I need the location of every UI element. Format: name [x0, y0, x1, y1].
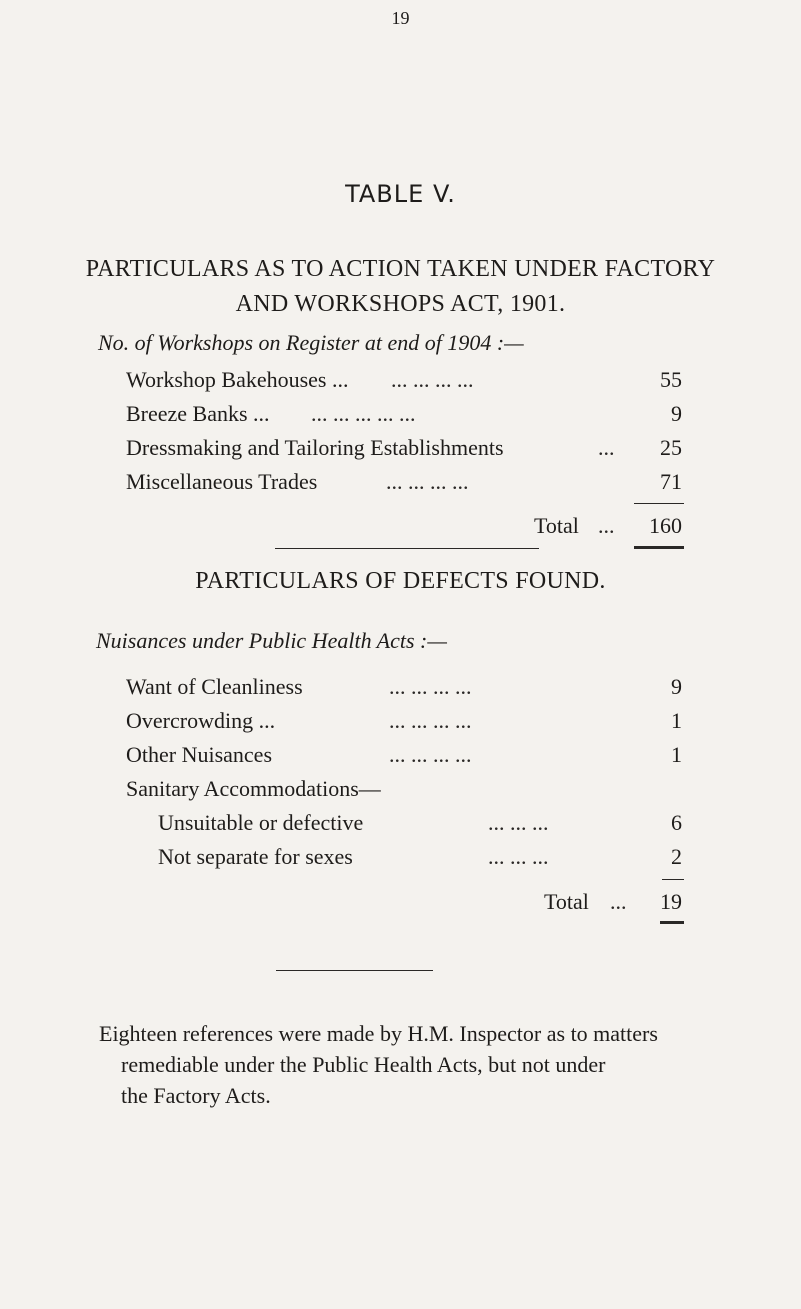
total-label: Total	[544, 889, 589, 914]
total-value: 160	[649, 513, 682, 538]
row-dots: ... ... ... ...	[389, 742, 472, 767]
row-value: 1	[671, 742, 682, 767]
workshop-row	[126, 467, 682, 497]
row-value: 71	[660, 469, 682, 494]
row-label: Unsuitable or defective	[158, 810, 364, 835]
note-line-1: Eighteen references were made by H.M. Inspector as to matters	[99, 1021, 658, 1046]
row-dots: ...	[598, 435, 615, 460]
section-title-line: PARTICULARS OF DEFECTS FOUND.	[195, 568, 606, 594]
total-row	[126, 887, 682, 917]
defect-row	[126, 706, 682, 736]
row-label: Want of Cleanliness	[126, 674, 303, 699]
total-row	[126, 511, 682, 541]
section-title-factory-act	[0, 252, 801, 322]
section-title-line-2: AND WORKSHOPS ACT, 1901.	[235, 290, 566, 317]
section-divider	[275, 548, 539, 549]
note-line-3: the Factory Acts.	[121, 1083, 271, 1108]
workshop-row	[126, 399, 682, 429]
total-dots: ...	[610, 889, 627, 914]
section-title-line-1: PARTICULARS AS TO ACTION TAKEN UNDER FACTORY	[85, 256, 716, 282]
row-label: Workshop Bakehouses ...	[126, 367, 349, 392]
row-value: 2	[671, 844, 682, 869]
sum-rule	[662, 879, 684, 880]
row-label: Dressmaking and Tailoring Establishments	[126, 435, 504, 460]
total-dots: ...	[598, 513, 615, 538]
defect-row	[158, 842, 682, 872]
row-dots: ... ... ...	[488, 810, 549, 835]
closing-note	[99, 1018, 689, 1111]
defect-row	[126, 672, 682, 702]
row-label: Breeze Banks ...	[126, 401, 270, 426]
nuisances-subheading: Nuisances under Public Health Acts :—	[96, 628, 447, 653]
workshop-row	[126, 365, 682, 395]
row-dots: ... ... ... ...	[391, 367, 474, 392]
row-value: 55	[660, 367, 682, 392]
section-divider	[276, 970, 433, 971]
row-label: Overcrowding ...	[126, 708, 276, 733]
row-dots: ... ... ... ... ...	[311, 401, 416, 426]
workshops-subheading: No. of Workshops on Register at end of 1904 :—	[98, 330, 524, 355]
section-title-defects	[0, 564, 801, 599]
double-rule	[660, 921, 684, 924]
double-rule	[634, 546, 684, 549]
total-label: Total	[534, 513, 579, 538]
row-dots: ... ... ... ...	[386, 469, 469, 494]
table-heading: TABLE V.	[345, 180, 456, 208]
workshop-row	[126, 433, 682, 463]
row-dots: ... ... ... ...	[389, 674, 472, 699]
row-value: 1	[671, 708, 682, 733]
total-value: 19	[660, 889, 682, 914]
row-value: 9	[671, 401, 682, 426]
page-number: 19	[391, 8, 410, 28]
row-value: 6	[671, 810, 682, 835]
row-label: Not separate for sexes	[158, 844, 353, 869]
row-label: Other Nuisances	[126, 742, 273, 767]
note-line-2: remediable under the Public Health Acts, but not under	[121, 1052, 606, 1077]
defect-row	[126, 774, 682, 804]
row-label: Sanitary Accommodations—	[126, 776, 381, 801]
row-value: 9	[671, 674, 682, 699]
defect-row	[158, 808, 682, 838]
row-dots: ... ... ...	[488, 844, 549, 869]
row-label: Miscellaneous Trades	[126, 469, 318, 494]
sum-rule	[634, 503, 684, 504]
row-value: 25	[660, 435, 682, 460]
row-dots: ... ... ... ...	[389, 708, 472, 733]
defect-row	[126, 740, 682, 770]
